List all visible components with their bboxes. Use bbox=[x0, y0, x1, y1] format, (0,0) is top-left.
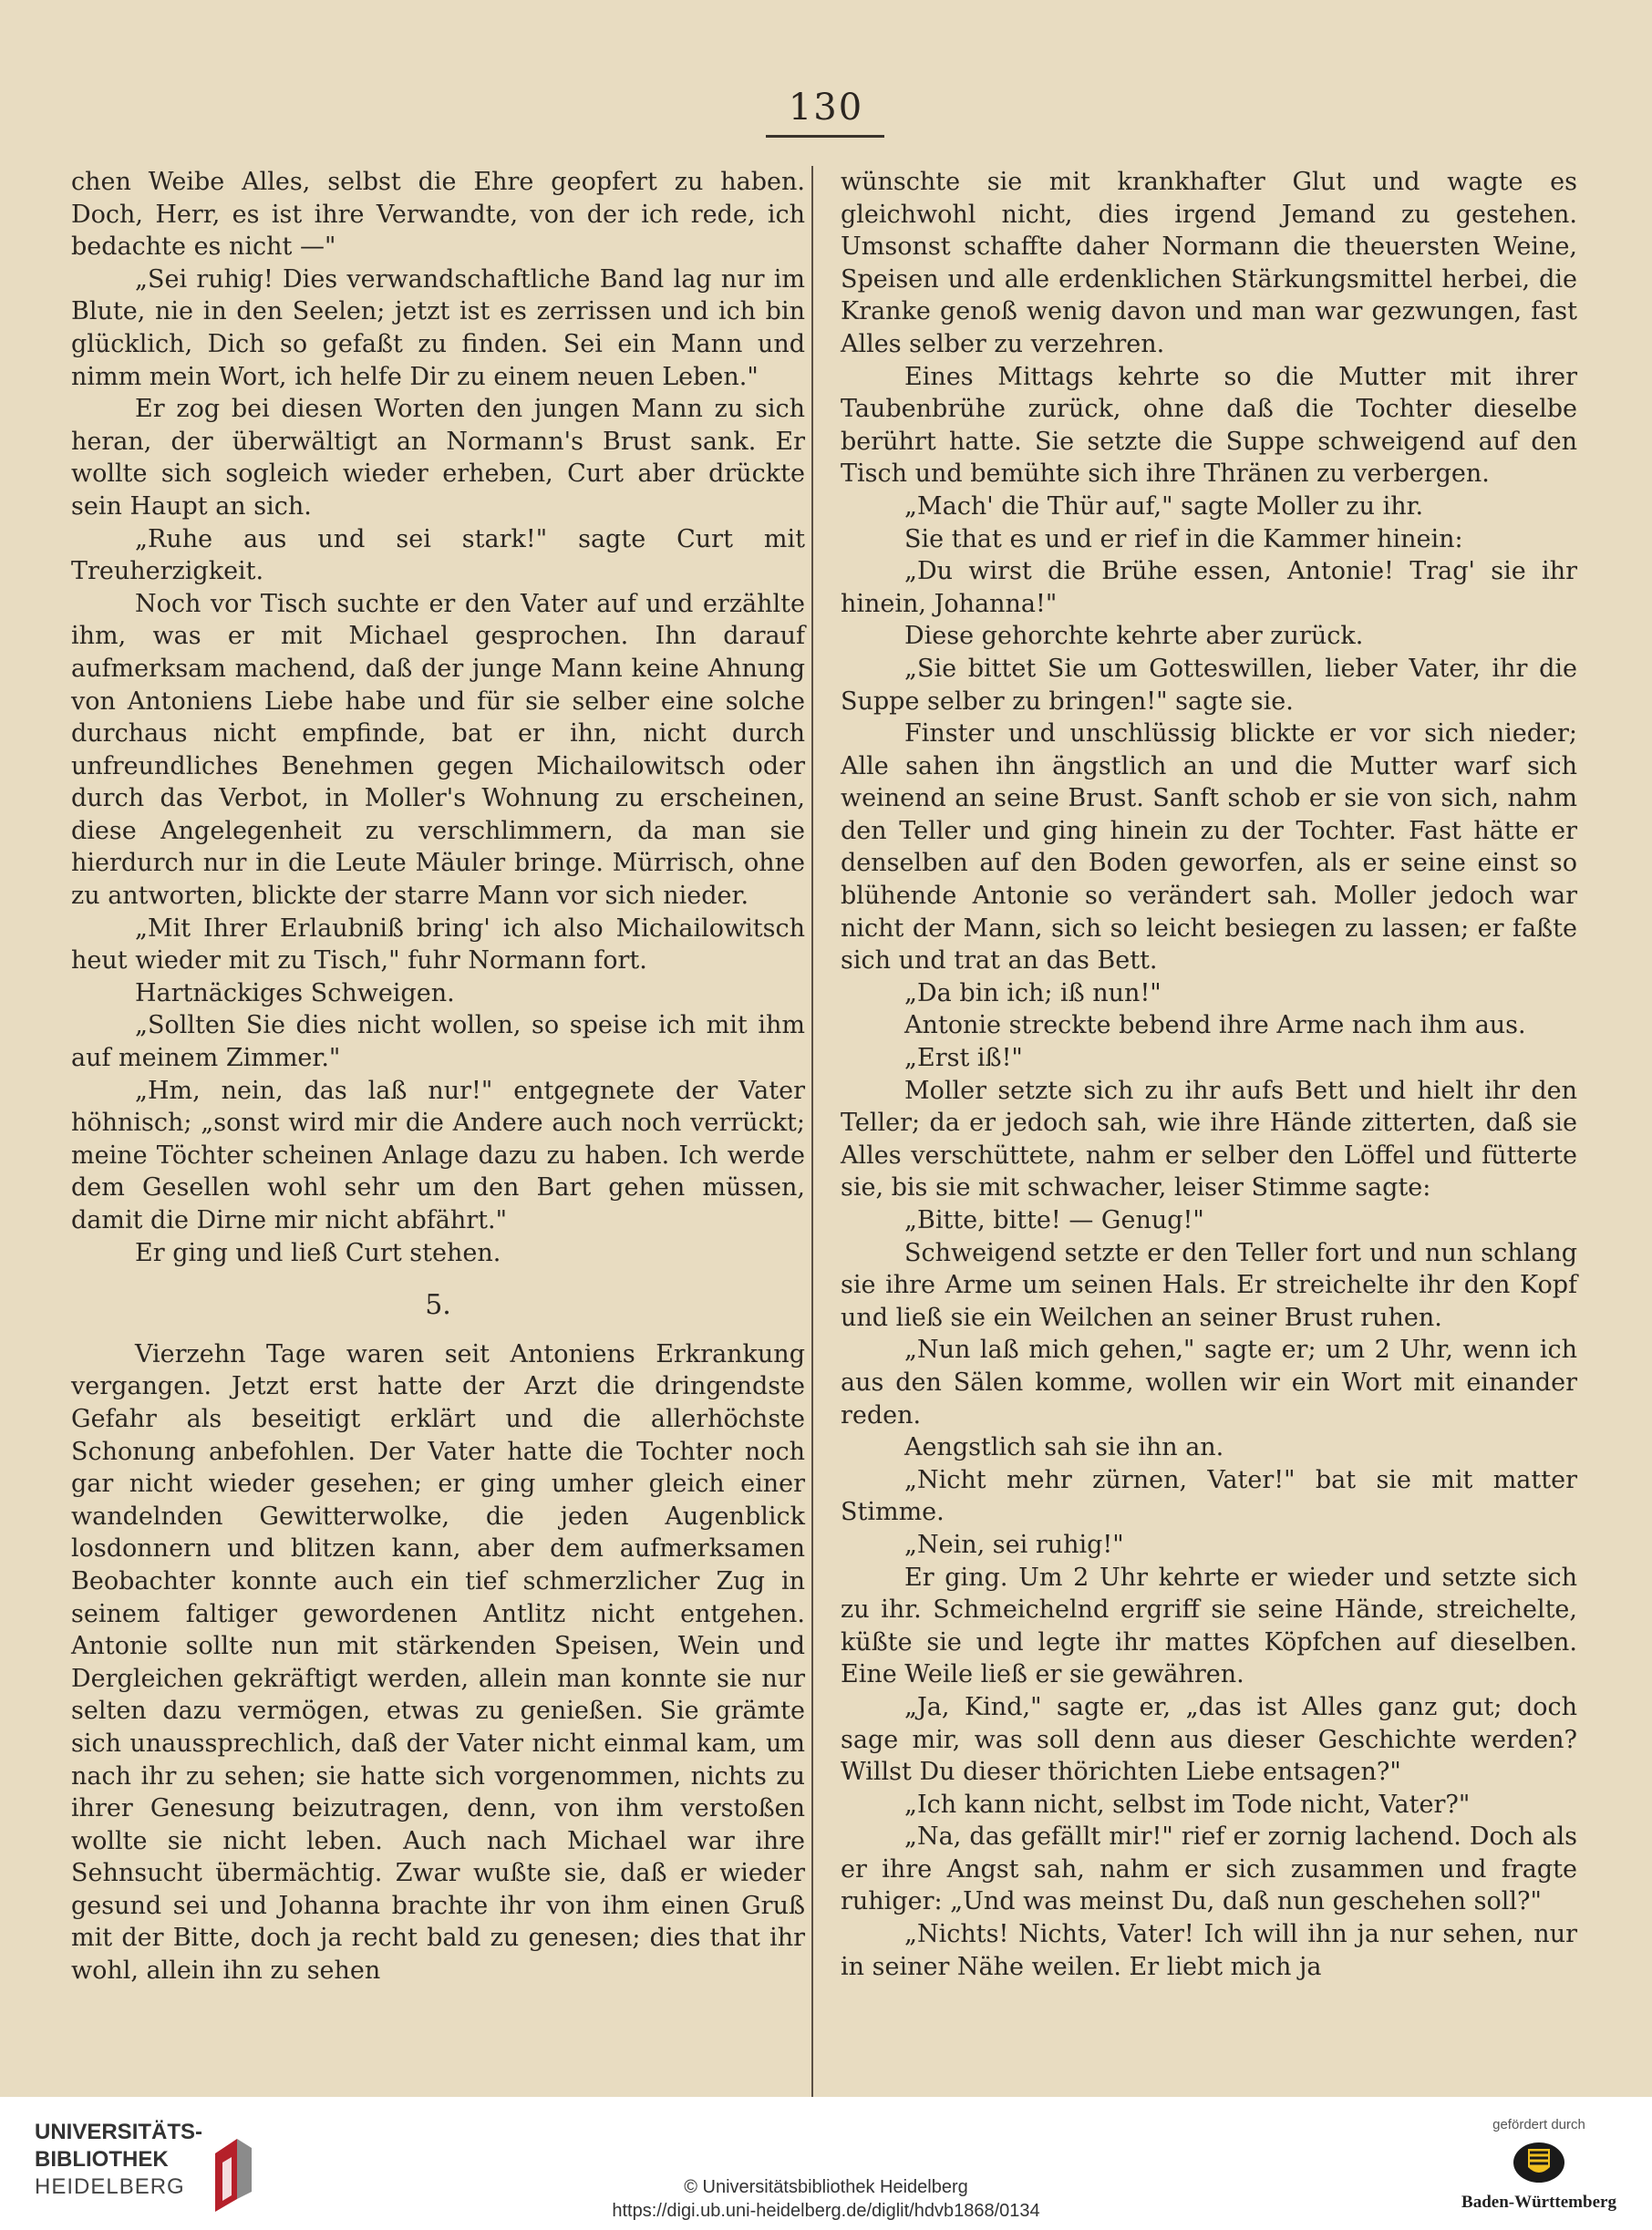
footer bbox=[0, 2097, 1652, 2230]
paragraph: „Ruhe aus und sei stark!" sagte Curt mit Treuherzigkeit. bbox=[71, 524, 805, 586]
paragraph: Vierzehn Tage waren seit Antoniens Erkrankung vergangen. Jetzt erst hatte der Arzt die dringendste Gefahr als beseitigt erklärt und die allerhöchste Schonung anbefohlen. Der Vater hatte die Tochter noch gar nicht wieder gesehen; er ging umher gleich einer wandelnden Gewitterwolke, die jeden Augenblick losdonnern und blitzen kann, aber dem aufmerksamen Beobachter konnte auch ein tief schmerzlicher Zug in seinem faltiger gewordenen Antlitz nicht entgehen. Antonie sollte nun mit stärkenden Speisen, Wein und Dergleichen gekräftigt werden, allein man konnte sie nur selten dazu vermögen, etwas zu genießen. Sie grämte sich unaussprechlich, daß der Vater nicht einmal kam, um nach ihr zu sehen; sie hatte sich vorgenommen, nichts zu ihrer Genesung beizutragen, denn, von ihm verstoßen wollte sie nicht leben. Auch nach Michael war ihre Sehnsucht übermächtig. Zwar wußte sie, daß er wieder gesund sei und Johanna brachte ihr von ihm einen Gruß mit der Bitte, doch ja recht bald zu genesen; dies that ihr wohl, allein ihn zu sehen bbox=[71, 1339, 805, 1986]
coat-of-arms-icon bbox=[1512, 2140, 1566, 2185]
paragraph: „Ich kann nicht, selbst im Tode nicht, Vater?" bbox=[904, 1790, 1471, 1819]
paragraph: Moller setzte sich zu ihr aufs Bett und hielt ihr den Teller; da er jedoch sah, wie ihre Hände zitterten, daß sie Alles verschüttete, nahm er selber den Löffel und fütterte sie, bis sie mit schwacher, leiser Stimme sagte: bbox=[841, 1076, 1577, 1203]
paragraph: „Ja, Kind," sagte er, „das ist Alles ganz gut; doch sage mir, was soll denn aus dieser Geschichte werden? Willst Du dieser thörichten Liebe entsagen?" bbox=[841, 1692, 1577, 1787]
logo-line-3: HEIDELBERG bbox=[35, 2174, 185, 2199]
paragraph: Antonie streckte bebend ihre Arme nach ihm aus. bbox=[904, 1011, 1526, 1040]
paragraph: Eines Mittags kehrte so die Mutter mit ihrer Taubenbrühe zurück, ohne daß die Tochter dieselbe berührt hatte. Sie setzte die Suppe schweigend auf den Tisch und bemühte sich ihre Thränen zu verbergen. bbox=[841, 362, 1577, 489]
section-number: 5. bbox=[425, 1289, 451, 1322]
paragraph: „Sollten Sie dies nicht wollen, so speise ich mit ihm auf meinem Zimmer." bbox=[71, 1011, 805, 1073]
paragraph: Diese gehorchte kehrte aber zurück. bbox=[904, 622, 1364, 651]
paragraph: Aengstlich sah sie ihn an. bbox=[904, 1433, 1224, 1462]
paragraph: chen Weibe Alles, selbst die Ehre geopfert zu haben. Doch, Herr, es ist ihre Verwandte, von der ich rede, ich bedachte es nicht —" bbox=[71, 168, 805, 262]
permalink[interactable]: https://digi.ub.uni-heidelberg.de/diglit/hdvb1868/0134 bbox=[612, 2201, 1040, 2221]
left-column-paragraphs-after bbox=[71, 1338, 805, 1987]
logo-line-2: BIBLIOTHEK bbox=[35, 2147, 169, 2172]
paragraph: wünschte sie mit krankhafter Glut und wagte es gleichwohl nicht, dies irgend Jemand zu gestehen. Umsonst schaffte daher Normann die theuersten Weine, Speisen und alle erdenklichen Stärkungsmittel herbei, die Kranke genoß wenig davon und man war gezwungen, fast Alles selber zu verzehren. bbox=[841, 168, 1577, 358]
paragraph: Er ging. Um 2 Uhr kehrte er wieder und setzte sich zu ihr. Schmeichelnd ergriff sie seine Hände, streichelte, küßte sie und legte ihr mattes Köpfchen auf dieselben. Eine Weile ließ er sie gewähren. bbox=[841, 1563, 1577, 1689]
paragraph: „Na, das gefällt mir!" rief er zornig lachend. Doch als er ihre Angst sah, nahm er sich zusammen und fragte ruhiger: „Und was meinst Du, daß nun geschehen soll?" bbox=[841, 1822, 1577, 1916]
paragraph: Sie that es und er rief in die Kammer hinein: bbox=[904, 524, 1463, 553]
page-number-rule bbox=[766, 135, 884, 138]
paragraph: „Sie bittet Sie um Gotteswillen, lieber Vater, ihr die Suppe selber zu bringen!" sagte sie. bbox=[841, 654, 1577, 716]
sponsor-name: Baden-Württemberg bbox=[1461, 2193, 1616, 2212]
paragraph: „Hm, nein, das laß nur!" entgegnete der Vater höhnisch; „sonst wird mir die Andere auch noch verrückt; meine Töchter scheinen Anlage dazu zu haben. Ich werde dem Gesellen wohl sehr um den Bart gehen müssen, damit die Dirne mir nicht abfährt." bbox=[71, 1076, 805, 1234]
paragraph: Finster und unschlüssig blickte er vor sich nieder; Alle sahen ihn ängstlich an und die Mutter warf sich weinend an seine Brust. Sanft schob er sie von sich, nahm den Teller und ging hinein zu der Tochter. Fast hätte er denselben auf den Boden geworfen, als er seine einst so blühende Antonie so verändert sah. Moller jedoch war nicht der Mann, sich so leicht besiegen zu lassen; er faßte sich und trat an das Bett. bbox=[841, 719, 1577, 976]
right-column bbox=[841, 166, 1577, 1983]
paragraph: Schweigend setzte er den Teller fort und nun schlang sie ihre Arme um seinen Hals. Er streichelte ihr den Kopf und ließ sie ein Weilchen an seiner Brust ruhen. bbox=[841, 1238, 1577, 1332]
copyright-text: © Universitätsbibliothek Heidelberg bbox=[684, 2177, 968, 2197]
paragraph: Er zog bei diesen Worten den jungen Mann zu sich heran, der überwältigt an Normann's Brust sank. Er wollte sich sogleich wieder erheben, Curt aber drückte sein Haupt an sich. bbox=[71, 395, 805, 521]
paragraph: „Nicht mehr zürnen, Vater!" bat sie mit matter Stimme. bbox=[841, 1465, 1577, 1527]
logo-line-1: UNIVERSITÄTS- bbox=[35, 2120, 203, 2144]
paragraph: Noch vor Tisch suchte er den Vater auf und erzählte ihm, was er mit Michael gesprochen. Ihn darauf aufmerksam machend, daß der junge Mann keine Ahnung von Antoniens Liebe habe und für sie selber eine solche durchaus nicht empfinde, bat er ihn, nicht durch unfreundliches Benehmen gegen Michailowitsch oder durch das Verbot, in Moller's Wohnung zu erscheinen, diese Angelegenheit zu verschlimmern, da man sie hierdurch nur in die Leute Mäuler bringe. Mürrisch, ohne zu antworten, blickte der starre Mann vor sich nieder. bbox=[71, 589, 805, 911]
left-column-paragraphs bbox=[71, 166, 805, 1269]
paragraph: „Mit Ihrer Erlaubniß bring' ich also Michailowitsch heut wieder mit zu Tisch," fuhr Normann fort. bbox=[71, 914, 805, 976]
paragraph: Hartnäckiges Schweigen. bbox=[135, 978, 455, 1007]
page-number: 130 bbox=[788, 87, 864, 129]
right-column-paragraphs bbox=[841, 166, 1577, 1983]
paragraph: „Bitte, bitte! — Genug!" bbox=[904, 1206, 1204, 1234]
left-column bbox=[71, 166, 805, 1987]
sponsor-label: gefördert durch bbox=[1492, 2117, 1585, 2132]
column-divider bbox=[811, 166, 813, 2112]
paragraph: „Nein, sei ruhig!" bbox=[904, 1530, 1124, 1559]
paragraph: „Du wirst die Brühe essen, Antonie! Trag' sie ihr hinein, Johanna!" bbox=[841, 557, 1577, 618]
paragraph: „Nichts! Nichts, Vater! Ich will ihn ja nur sehen, nur in seiner Nähe weilen. Er liebt mich ja bbox=[841, 1920, 1577, 1981]
paragraph: Er ging und ließ Curt stehen. bbox=[135, 1238, 501, 1267]
paragraph: „Sei ruhig! Dies verwandschaftliche Band lag nur im Blute, nie in den Seelen; jetzt ist es zerrissen und ich bin glücklich, Dich so gefaßt zu finden. Sei ein Mann und nimm mein Wort, ich helfe Dir zu einem neuen Leben." bbox=[71, 264, 805, 391]
paragraph: „Mach' die Thür auf," sagte Moller zu ihr. bbox=[904, 491, 1424, 521]
sponsor-block bbox=[1457, 2117, 1621, 2226]
paragraph: „Da bin ich; iß nun!" bbox=[904, 978, 1162, 1007]
paragraph: „Erst iß!" bbox=[904, 1044, 1023, 1073]
paragraph: „Nun laß mich gehen," sagte er; um 2 Uhr, wenn ich aus den Sälen komme, wollen wir ein Wort mit einander reden. bbox=[841, 1336, 1577, 1430]
